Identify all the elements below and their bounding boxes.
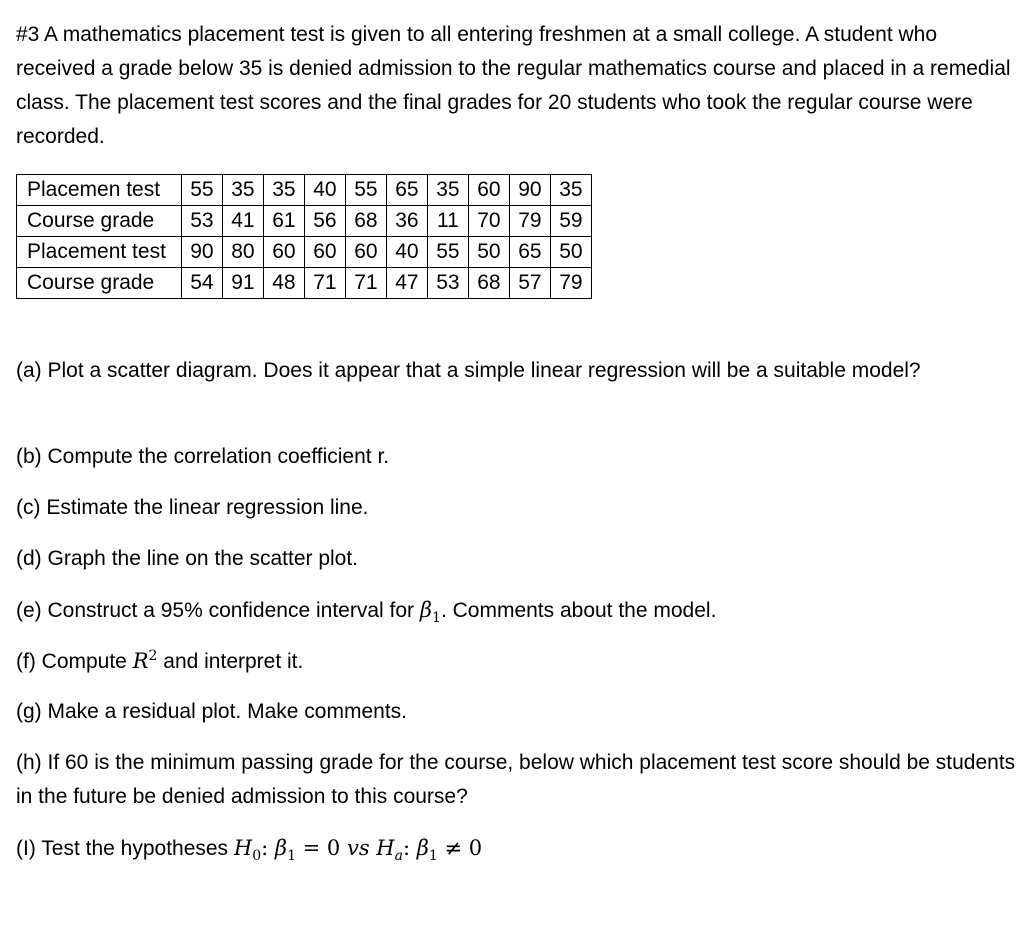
question-c: (c) Estimate the linear regression line. bbox=[16, 496, 369, 519]
table-row bbox=[17, 237, 592, 268]
data-table bbox=[16, 174, 592, 299]
table-cell: 35 bbox=[427, 175, 468, 206]
table-cell: 90 bbox=[181, 237, 222, 268]
question-f bbox=[16, 644, 1020, 679]
beta-subscript-1: 1 bbox=[287, 848, 296, 865]
question-f-prefix: (f) Compute bbox=[16, 650, 133, 673]
beta-subscript: 1 bbox=[432, 610, 441, 627]
h0-subscript: 0 bbox=[252, 848, 262, 865]
table-cell: 65 bbox=[509, 237, 550, 268]
table-cell: 68 bbox=[468, 268, 509, 299]
table-cell: 79 bbox=[550, 268, 591, 299]
r-squared-symbol: R bbox=[132, 649, 149, 673]
table-cell: 71 bbox=[304, 268, 345, 299]
row-label: Course grade bbox=[17, 206, 182, 237]
question-h: (h) If 60 is the minimum passing grade for the course, below which placement test score should be students in the future be denied admission to this course? bbox=[16, 751, 1016, 808]
row-label: Placement test bbox=[17, 237, 182, 268]
table-cell: 91 bbox=[222, 268, 263, 299]
table-cell: 80 bbox=[222, 237, 263, 268]
table-cell: 53 bbox=[427, 268, 468, 299]
table-cell: 11 bbox=[427, 206, 468, 237]
vs-text: vs bbox=[346, 836, 370, 860]
table-cell: 55 bbox=[345, 175, 386, 206]
table-cell: 40 bbox=[304, 175, 345, 206]
table-cell: 61 bbox=[263, 206, 304, 237]
beta-subscript-2: 1 bbox=[428, 848, 438, 865]
row-label: Placemen test bbox=[17, 175, 182, 206]
beta-symbol: β bbox=[419, 598, 433, 622]
equals-zero: = 0 bbox=[295, 836, 347, 860]
question-i bbox=[16, 831, 1020, 866]
table-cell: 65 bbox=[386, 175, 427, 206]
ha-subscript: a bbox=[394, 848, 403, 865]
table-cell: 59 bbox=[550, 206, 591, 237]
table-cell: 48 bbox=[263, 268, 304, 299]
table-cell: 68 bbox=[345, 206, 386, 237]
question-a: (a) Plot a scatter diagram. Does it appear that a simple linear regression will be a suitable model? bbox=[16, 359, 921, 382]
table-cell: 90 bbox=[509, 175, 550, 206]
table-cell: 35 bbox=[263, 175, 304, 206]
question-e-suffix: . Comments about the model. bbox=[440, 599, 717, 622]
table-row bbox=[17, 268, 592, 299]
table-cell: 54 bbox=[181, 268, 222, 299]
table-cell: 60 bbox=[345, 237, 386, 268]
table-cell: 70 bbox=[468, 206, 509, 237]
table-row bbox=[17, 175, 592, 206]
ha-symbol: H bbox=[369, 836, 395, 860]
table-cell: 79 bbox=[509, 206, 550, 237]
question-d: (d) Graph the line on the scatter plot. bbox=[16, 547, 359, 570]
question-b: (b) Compute the correlation coefficient r. bbox=[16, 445, 390, 468]
r-squared-superscript: 2 bbox=[148, 648, 158, 664]
table-cell: 47 bbox=[386, 268, 427, 299]
question-e-prefix: (e) Construct a 95% confidence interval for bbox=[16, 599, 420, 622]
question-i-prefix: (I) Test the hypotheses bbox=[16, 837, 234, 860]
table-cell: 60 bbox=[263, 237, 304, 268]
table-cell: 50 bbox=[468, 237, 509, 268]
table-cell: 60 bbox=[304, 237, 345, 268]
beta-symbol-1: β bbox=[274, 836, 288, 860]
table-cell: 40 bbox=[386, 237, 427, 268]
table-cell: 35 bbox=[550, 175, 591, 206]
beta-symbol-2: β bbox=[416, 836, 429, 860]
table-cell: 56 bbox=[304, 206, 345, 237]
question-g: (g) Make a residual plot. Make comments. bbox=[16, 700, 407, 723]
table-cell: 53 bbox=[181, 206, 222, 237]
table-cell: 57 bbox=[509, 268, 550, 299]
table-cell: 55 bbox=[427, 237, 468, 268]
colon-1: : bbox=[261, 836, 275, 860]
question-f-suffix: and interpret it. bbox=[157, 650, 304, 673]
problem-intro: #3 A mathematics placement test is given to all entering freshmen at a small college. A student who received a grade below 35 is denied admission to the regular mathematics course and placed in a remedial class. The placement test scores and the final grades for 20 students who took the regular course were recorded. bbox=[16, 23, 1011, 148]
colon-2: : bbox=[402, 836, 417, 860]
table-cell: 36 bbox=[386, 206, 427, 237]
table-cell: 50 bbox=[550, 237, 591, 268]
table-cell: 55 bbox=[181, 175, 222, 206]
table-cell: 41 bbox=[222, 206, 263, 237]
not-equals-zero: ≠ 0 bbox=[437, 836, 483, 860]
table-cell: 60 bbox=[468, 175, 509, 206]
h-symbol: H bbox=[233, 836, 253, 860]
table-cell: 35 bbox=[222, 175, 263, 206]
question-e bbox=[16, 593, 1020, 628]
table-cell: 71 bbox=[345, 268, 386, 299]
row-label: Course grade bbox=[17, 268, 182, 299]
table-row bbox=[17, 206, 592, 237]
